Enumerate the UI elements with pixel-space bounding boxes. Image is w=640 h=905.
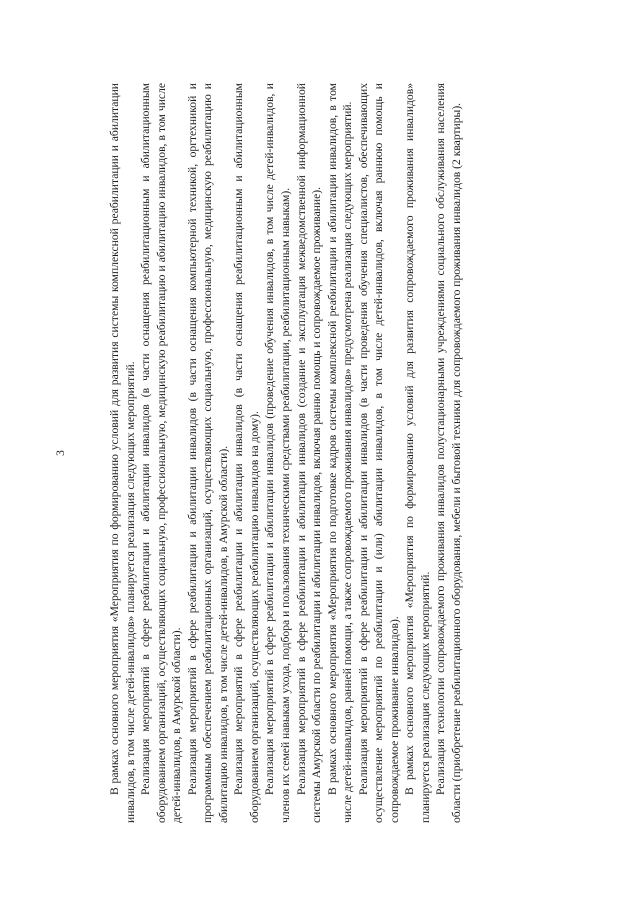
paragraph-10: Реализация технологии сопровождаемого проживания инвалидов полустационарными учреждениями социального обслуживания населения области (приобретение реабилитационного оборудования, мебели и бытовой техники для сопровождаемого проживания инвалидов (2 квартиры). xyxy=(434,83,464,823)
paragraph-9: В рамках основного мероприятия «Мероприятия по формированию условий для развития сопровождаемого проживания инвалидов» планируется реализация следующих мероприятий. xyxy=(403,83,432,823)
paragraph-8: Реализация мероприятий в сфере реабилитации и абилитации инвалидов (в части проведения обучения специалистов, обеспечивающих осуществление мероприятий по реабилитации и (или) абилитации инвалидов, в том числе детей-инвалидов, включая раннюю помощь и сопровождаемое проживание инвалидов). xyxy=(356,83,401,823)
rotated-page xyxy=(55,83,527,823)
paragraph-3: Реализация мероприятий в сфере реабилитации и абилитации инвалидов (в части оснащения компьютерной техникой, оргтехникой и программным обеспечением реабилитационных организаций, осуществляющих социальную, профессиональную, медицинскую реабилитацию и абилитацию инвалидов, в том числе детей-инвалидов, в Амурской области). xyxy=(185,83,230,823)
paragraph-7: В рамках основного мероприятия «Мероприятия по подготовке кадров системы комплексной реабилитации и абилитации инвалидов, в том числе детей-инвалидов, ранней помощи, а также сопровождаемого проживания инвалидов» предусмотрена реализация следующих мероприятий. xyxy=(325,83,355,823)
paragraph-2: Реализация мероприятий в сфере реабилитации и абилитации инвалидов (в части оснащения реабилитационным и абилитационным оборудованием организаций, осуществляющих социальную, профессиональную, медицинскую реабилитацию и абилитацию инвалидов, в том числе детей-инвалидов, в Амурской области). xyxy=(139,83,184,823)
paragraph-1: В рамках основного мероприятия «Мероприятия по формированию условий для развития системы комплексной реабилитации и абилитации инвалидов, в том числе детей-инвалидов» планируется реализация следующих мероприятий. xyxy=(108,83,137,823)
page-number: 3 xyxy=(55,450,67,456)
document-body xyxy=(107,83,465,823)
paragraph-6: Реализация мероприятий в сфере реабилитации и абилитации инвалидов (создание и эксплуатация межведомственной информационной системы Амурской области по реабилитации и абилитации инвалидов, включая ранню помощь и сопровождаемое проживание). xyxy=(294,83,324,823)
paragraph-4: Реализация мероприятий в сфере реабилитации и абилитации инвалидов (в части оснащения реабилитационным и абилитационным оборудованием организаций, осуществляющих реабилитацию инвалидов на дому). xyxy=(232,83,261,823)
paragraph-5: Реализация мероприятий в сфере реабилитации и абилитации инвалидов (проведение обучения инвалидов, в том числе детей-инвалидов, и членов их семей навыкам ухода, подбора и пользования техническими средствами реабилитации, реабилитационным навыкам). xyxy=(263,83,293,823)
